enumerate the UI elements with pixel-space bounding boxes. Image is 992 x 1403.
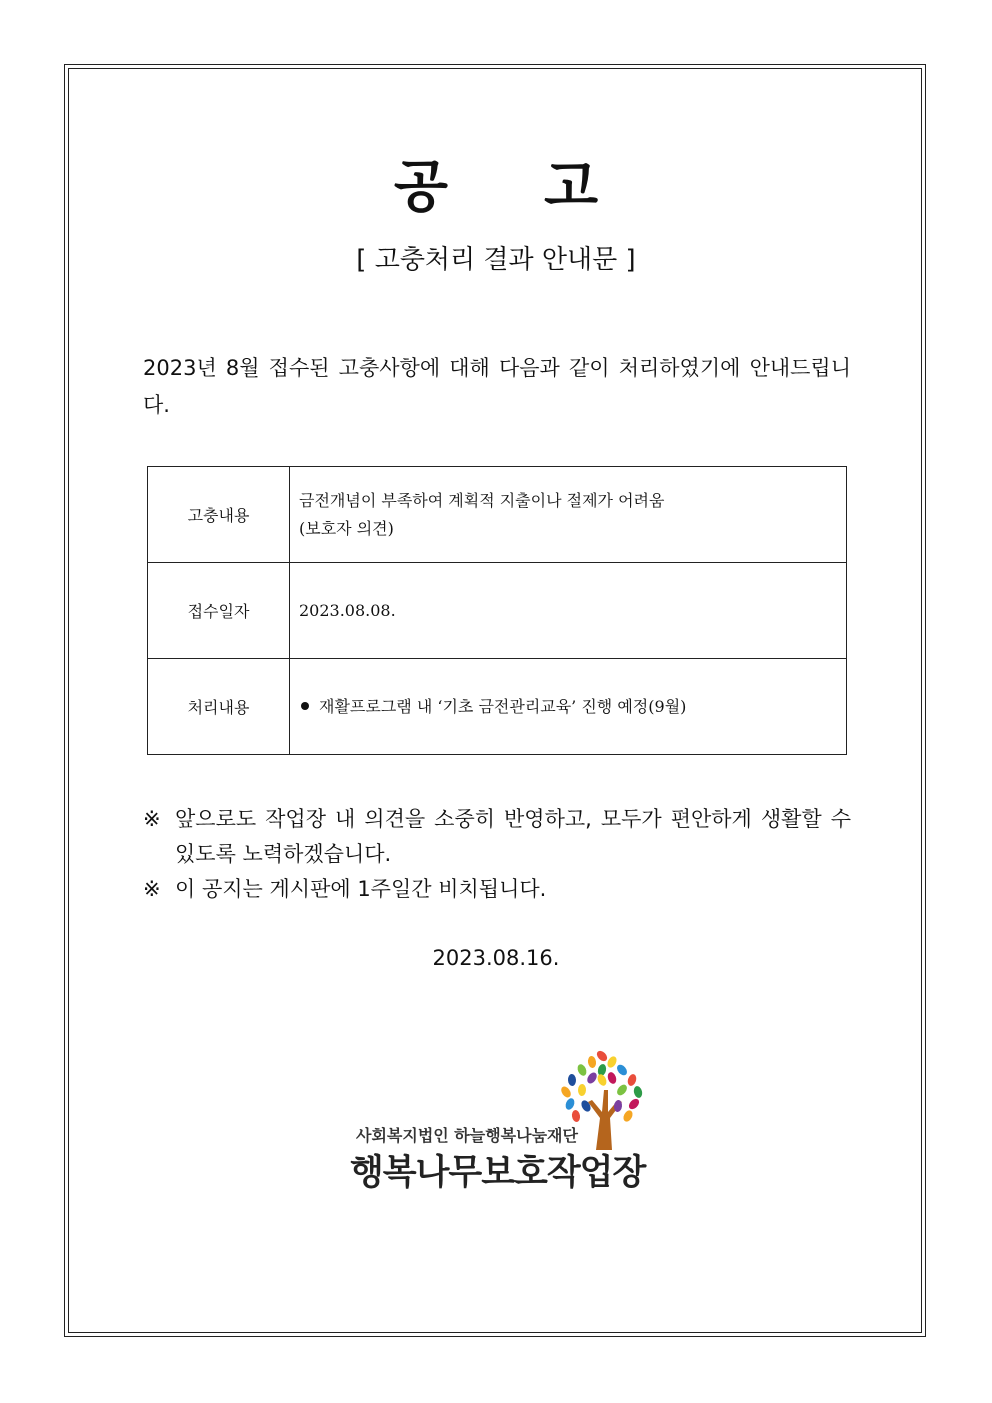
title-char-left: 공 (393, 155, 448, 220)
tree-leaf (587, 1056, 597, 1069)
note-text: 앞으로도 작업장 내 의견을 소중히 반영하고, 모두가 편안하게 생활할 수 있도록 노력하겠습니다. (175, 807, 851, 866)
content-line: 금전개념이 부족하여 계획적 지출이나 절제가 어려움 (299, 490, 665, 510)
row-value-date (290, 563, 847, 659)
row-value-content (290, 467, 847, 563)
date-line: 2023.08.08. (299, 600, 396, 620)
tree-leaf (596, 1073, 608, 1087)
organization-subtitle: 사회복지법인 하늘행복나눔재단 (356, 1126, 578, 1145)
notice-date: 2023.08.16. (432, 946, 560, 970)
tree-leaf (627, 1097, 641, 1111)
tree-leaf (559, 1085, 572, 1099)
table-row (148, 563, 847, 659)
note-item (143, 872, 851, 907)
reference-mark-icon: ※ (143, 807, 161, 831)
note-item (143, 802, 851, 872)
reference-mark-icon: ※ (143, 877, 161, 901)
row-label-action: 처리내용 (148, 659, 290, 755)
bullet-icon (301, 702, 309, 710)
notes-section (143, 802, 851, 907)
page-subtitle: [ 고충처리 결과 안내문 ] (356, 245, 636, 275)
tree-leaf (568, 1074, 577, 1086)
tree-leaf (578, 1084, 586, 1096)
title-char-right: 고 (544, 155, 599, 220)
content-line: (보호자 의견) (299, 518, 394, 538)
tree-leaf (622, 1109, 635, 1123)
note-text: 이 공지는 게시판에 1주일간 비치됩니다. (175, 877, 547, 901)
tree-leaf (615, 1063, 629, 1077)
tree-leaf (571, 1109, 581, 1122)
table-row (148, 467, 847, 563)
row-value-action (290, 659, 847, 755)
table-row (148, 659, 847, 755)
tree-leaf (626, 1073, 637, 1087)
tree-leaf (585, 1071, 598, 1085)
tree-leaf (595, 1050, 609, 1063)
page-title (0, 152, 992, 224)
row-label-date: 접수일자 (148, 563, 290, 659)
intro-paragraph: 2023년 8월 접수된 고충사항에 대해 다음과 같이 처리하였기에 안내드립니다. (143, 356, 851, 417)
action-text: 재활프로그램 내 ‘기초 금전관리교육’ 진행 예정(9월) (319, 696, 687, 716)
tree-leaf (564, 1097, 576, 1111)
tree-leaf (606, 1071, 617, 1085)
tree-leaf (576, 1063, 588, 1077)
tree-leaf (615, 1083, 629, 1097)
tree-trunk (588, 1090, 622, 1150)
organization-name: 행복나무보호작업장 (350, 1153, 646, 1193)
tree-leaf (633, 1085, 644, 1099)
grievance-table (147, 466, 847, 755)
row-label-content: 고충내용 (148, 467, 290, 563)
tree-leaf (606, 1055, 619, 1069)
